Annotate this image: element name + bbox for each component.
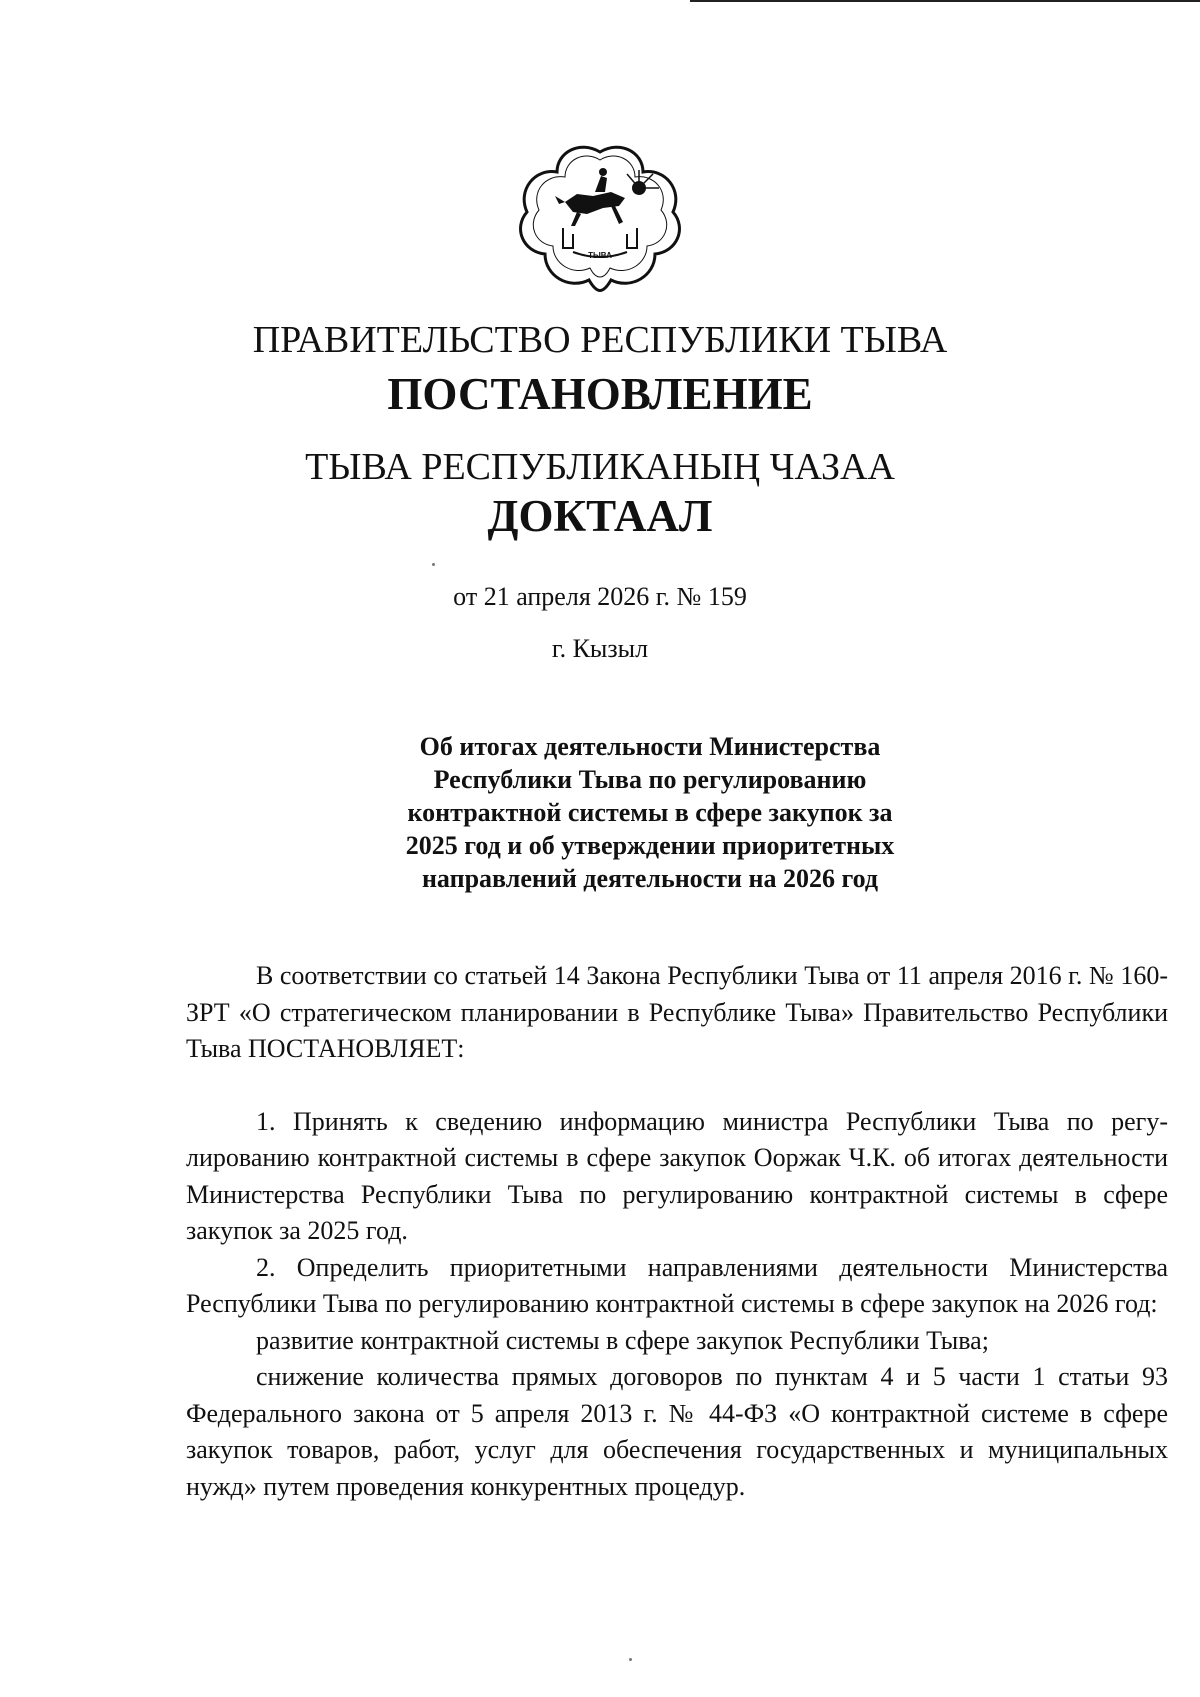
subject-line: направлений деятельности на 2026 год	[421, 864, 879, 893]
government-title-ru: ПРАВИТЕЛЬСТВО РЕСПУБЛИКИ ТЫВА	[252, 319, 948, 361]
item-2-paragraph: 2. Определить приоритетными направлениями деятельности Министерства Республики Тыва по регулированию контрактной системы в сфере закупок на 2026 год:	[186, 1252, 1168, 1318]
emblem-text: ТЫВА	[588, 251, 612, 260]
priority-item-2: снижение количества прямых договоров по пунктам 4 и 5 части 1 статьи 93 Федерального закона от 5 апреля 2013 г. № 44-ФЗ «О контрактной системе в сфере закупок товаров, работ, услуг для обеспечения государственных и муниципальных нужд» путем проведения конкурентных процедур.	[186, 1362, 1168, 1501]
decree-city: г. Кызыл	[551, 634, 649, 663]
decree-subject	[360, 730, 940, 895]
subject-line: 2025 год и об утверждении приоритетных	[405, 831, 895, 860]
decree-title-tyv: ДОКТААЛ	[487, 491, 713, 541]
preamble-paragraph: В соответствии со статьей 14 Закона Республики Тыва от 11 апреля 2016 г. № 160-ЗРТ «О стратегическом планировании в Республике Тыва» Правительство Республики Тыва ПОСТАНОВЛЯЕТ:	[186, 961, 1168, 1063]
scan-speck	[432, 563, 435, 566]
scan-speck	[629, 1658, 632, 1661]
subject-line: Республики Тыва по регулированию	[433, 765, 867, 794]
government-title-tyv: ТЫВА РЕСПУБЛИКАНЫҢ ЧАЗАА	[305, 446, 895, 488]
scan-edge-line	[690, 0, 1200, 2]
decree-date-number: от 21 апреля 2026 г. № 159	[453, 582, 747, 611]
priority-item-1: развитие контрактной системы в сфере закупок Республики Тыва;	[256, 1325, 989, 1355]
coat-of-arms-icon	[515, 140, 685, 300]
item-1-paragraph: 1. Принять к сведению информацию министра Республики Тыва по регулированию контрактной системы в сфере закупок Ооржак Ч.К. об итогах деятельности Министерства Республики Тыва по регулированию контрактной системы в сфере закупок за 2025 год.	[186, 1106, 1168, 1245]
decree-title-ru: ПОСТАНОВЛЕНИЕ	[387, 369, 813, 419]
subject-line: Об итогах деятельности Министерства	[419, 732, 881, 761]
subject-line: контрактной системы в сфере закупок за	[407, 798, 893, 827]
decree-body	[186, 958, 1168, 1505]
